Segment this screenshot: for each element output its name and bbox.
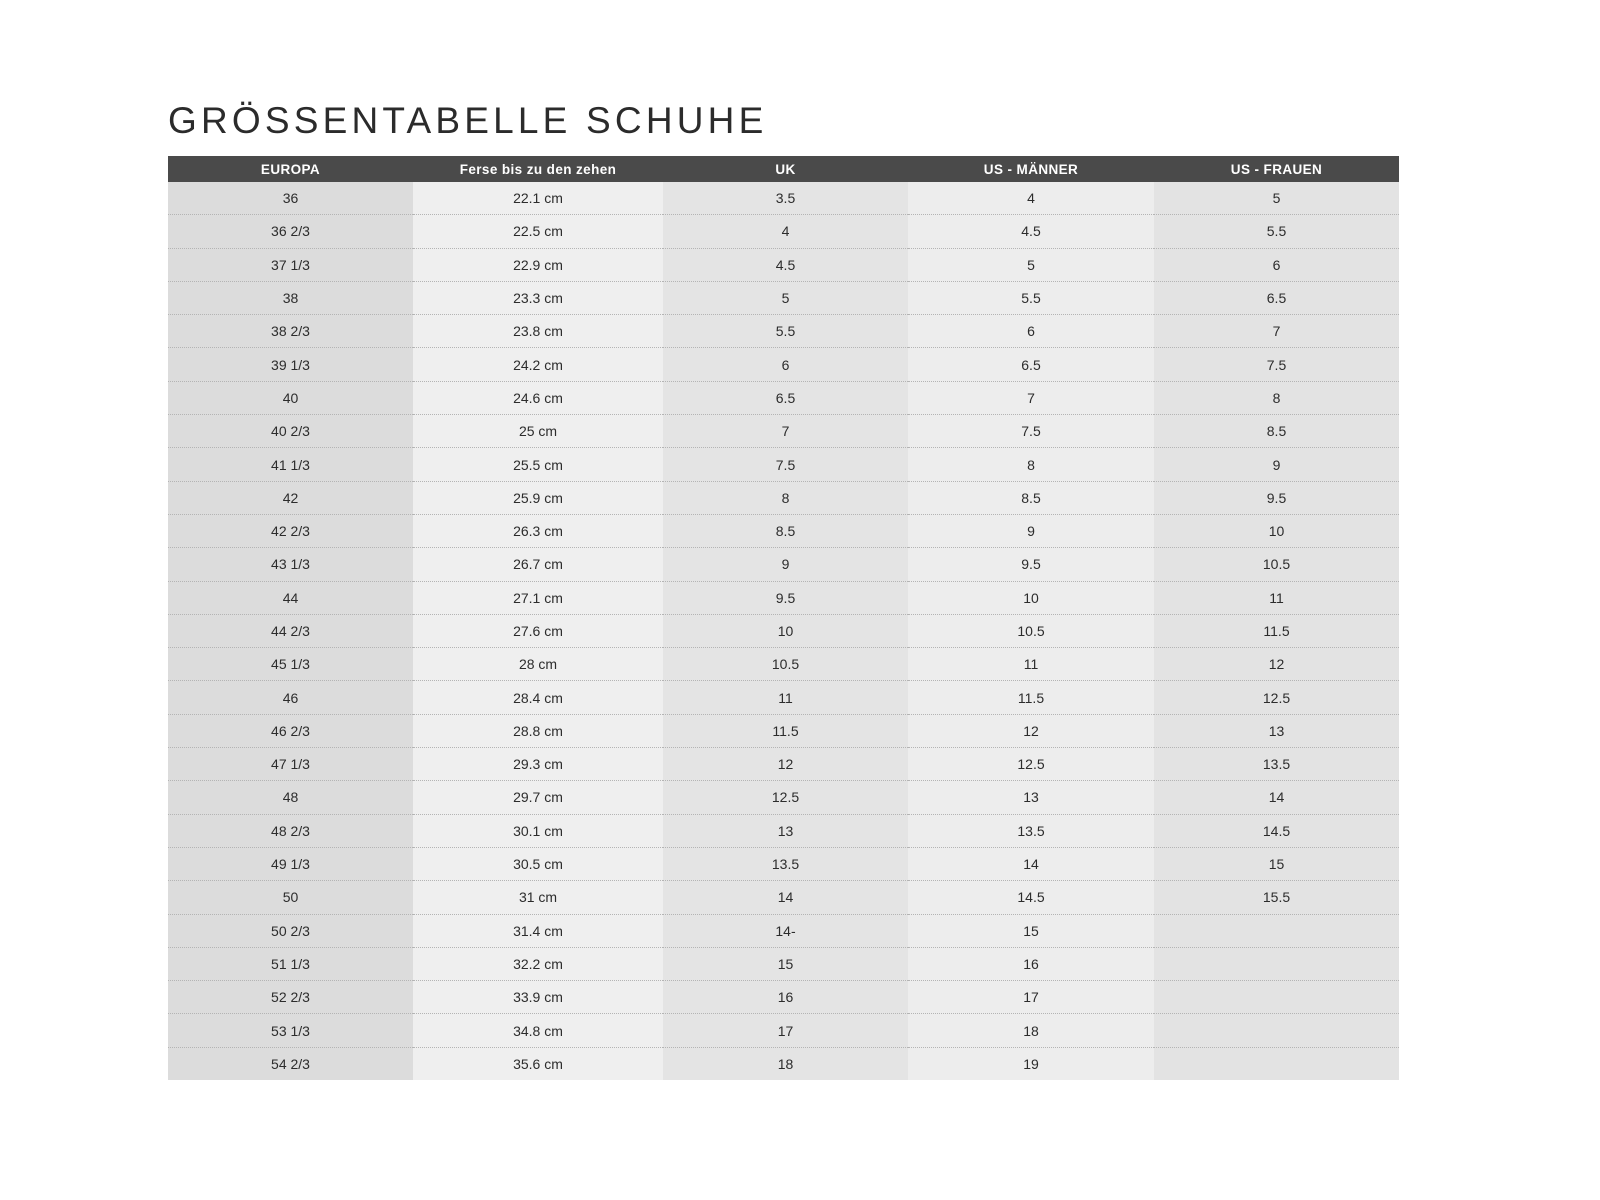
table-row xyxy=(168,182,1399,215)
table-cell: 13.5 xyxy=(663,847,908,880)
table-cell: 30.1 cm xyxy=(413,814,663,847)
table-cell: 9.5 xyxy=(1154,481,1399,514)
table-cell: 27.1 cm xyxy=(413,581,663,614)
table-cell: 48 2/3 xyxy=(168,814,413,847)
table-cell: 6.5 xyxy=(1154,281,1399,314)
table-cell: 50 2/3 xyxy=(168,914,413,947)
table-cell: 4 xyxy=(908,182,1154,215)
table-cell: 12.5 xyxy=(908,748,1154,781)
table-cell: 7 xyxy=(663,415,908,448)
table-cell: 7.5 xyxy=(663,448,908,481)
table-cell: 17 xyxy=(908,981,1154,1014)
table-cell: 52 2/3 xyxy=(168,981,413,1014)
table-cell: 41 1/3 xyxy=(168,448,413,481)
table-cell: 13.5 xyxy=(908,814,1154,847)
table-cell: 34.8 cm xyxy=(413,1014,663,1047)
table-cell: 5.5 xyxy=(1154,215,1399,248)
table-cell: 31.4 cm xyxy=(413,914,663,947)
table-cell: 7 xyxy=(908,381,1154,414)
table-cell: 6 xyxy=(908,315,1154,348)
table-row xyxy=(168,448,1399,481)
table-cell: 19 xyxy=(908,1047,1154,1080)
table-cell: 18 xyxy=(908,1014,1154,1047)
table-cell: 15.5 xyxy=(1154,881,1399,914)
table-cell: 16 xyxy=(908,947,1154,980)
table-row xyxy=(168,847,1399,880)
table-cell: 11.5 xyxy=(1154,614,1399,647)
table-cell: 9 xyxy=(663,548,908,581)
table-row xyxy=(168,348,1399,381)
table-cell: 26.3 cm xyxy=(413,514,663,547)
table-cell: 54 2/3 xyxy=(168,1047,413,1080)
table-cell: 12.5 xyxy=(663,781,908,814)
table-cell: 14- xyxy=(663,914,908,947)
table-cell: 46 2/3 xyxy=(168,714,413,747)
table-cell: 15 xyxy=(663,947,908,980)
table-cell: 10.5 xyxy=(663,648,908,681)
table-cell: 6 xyxy=(663,348,908,381)
table-cell: 18 xyxy=(663,1047,908,1080)
table-cell: 16 xyxy=(663,981,908,1014)
column-header-us-men: US - MÄNNER xyxy=(908,156,1154,182)
table-cell: 44 2/3 xyxy=(168,614,413,647)
table-row xyxy=(168,514,1399,547)
table-cell: 29.7 cm xyxy=(413,781,663,814)
table-cell: 10.5 xyxy=(908,614,1154,647)
table-cell: 11 xyxy=(1154,581,1399,614)
table-row xyxy=(168,614,1399,647)
table-cell: 10 xyxy=(663,614,908,647)
table-cell: 8.5 xyxy=(908,481,1154,514)
table-cell: 10 xyxy=(1154,514,1399,547)
table-cell: 8 xyxy=(1154,381,1399,414)
table-row xyxy=(168,781,1399,814)
table-cell: 5 xyxy=(908,248,1154,281)
table-cell: 11.5 xyxy=(663,714,908,747)
table-row xyxy=(168,748,1399,781)
table-cell: 36 2/3 xyxy=(168,215,413,248)
table-cell xyxy=(1154,947,1399,980)
table-cell: 4 xyxy=(663,215,908,248)
table-cell: 14.5 xyxy=(1154,814,1399,847)
table-cell: 25 cm xyxy=(413,415,663,448)
table-cell: 14 xyxy=(908,847,1154,880)
table-cell: 49 1/3 xyxy=(168,847,413,880)
table-cell xyxy=(1154,914,1399,947)
table-cell: 33.9 cm xyxy=(413,981,663,1014)
table-cell: 23.8 cm xyxy=(413,315,663,348)
table-cell: 40 2/3 xyxy=(168,415,413,448)
table-row xyxy=(168,1047,1399,1080)
table-cell: 40 xyxy=(168,381,413,414)
table-cell: 6.5 xyxy=(663,381,908,414)
table-row xyxy=(168,215,1399,248)
table-row xyxy=(168,681,1399,714)
column-header-europa: EUROPA xyxy=(168,156,413,182)
table-row xyxy=(168,881,1399,914)
column-header-uk: UK xyxy=(663,156,908,182)
table-cell: 9 xyxy=(1154,448,1399,481)
table-cell: 9.5 xyxy=(663,581,908,614)
table-cell: 53 1/3 xyxy=(168,1014,413,1047)
table-row xyxy=(168,814,1399,847)
table-cell: 14 xyxy=(663,881,908,914)
table-cell: 8.5 xyxy=(663,514,908,547)
table-cell: 31 cm xyxy=(413,881,663,914)
table-cell: 7.5 xyxy=(1154,348,1399,381)
shoe-size-table xyxy=(168,156,1399,1080)
table-cell: 5 xyxy=(1154,182,1399,215)
table-cell: 13.5 xyxy=(1154,748,1399,781)
table-row xyxy=(168,248,1399,281)
table-cell: 48 xyxy=(168,781,413,814)
table-cell: 10.5 xyxy=(1154,548,1399,581)
table-cell: 32.2 cm xyxy=(413,947,663,980)
table-cell: 14 xyxy=(1154,781,1399,814)
table-cell xyxy=(1154,1014,1399,1047)
table-cell: 13 xyxy=(663,814,908,847)
table-row xyxy=(168,581,1399,614)
table-cell xyxy=(1154,981,1399,1014)
table-cell: 3.5 xyxy=(663,182,908,215)
size-table-container xyxy=(168,156,1399,1080)
table-cell: 13 xyxy=(1154,714,1399,747)
table-cell: 22.1 cm xyxy=(413,182,663,215)
table-row xyxy=(168,281,1399,314)
table-cell: 42 xyxy=(168,481,413,514)
table-cell: 30.5 cm xyxy=(413,847,663,880)
table-cell: 7.5 xyxy=(908,415,1154,448)
table-cell: 24.6 cm xyxy=(413,381,663,414)
column-header-us-women: US - FRAUEN xyxy=(1154,156,1399,182)
table-cell: 28 cm xyxy=(413,648,663,681)
table-body xyxy=(168,182,1399,1080)
table-row xyxy=(168,1014,1399,1047)
table-cell: 22.9 cm xyxy=(413,248,663,281)
table-cell: 27.6 cm xyxy=(413,614,663,647)
table-row xyxy=(168,381,1399,414)
table-cell: 46 xyxy=(168,681,413,714)
table-cell: 25.9 cm xyxy=(413,481,663,514)
page-title: GRÖSSENTABELLE SCHUHE xyxy=(168,100,768,141)
table-cell: 22.5 cm xyxy=(413,215,663,248)
table-header-row xyxy=(168,156,1399,182)
table-row xyxy=(168,481,1399,514)
column-header-heel-to-toe: Ferse bis zu den zehen xyxy=(413,156,663,182)
table-cell: 8.5 xyxy=(1154,415,1399,448)
table-cell: 15 xyxy=(1154,847,1399,880)
table-cell: 25.5 cm xyxy=(413,448,663,481)
table-cell: 12 xyxy=(663,748,908,781)
table-cell: 24.2 cm xyxy=(413,348,663,381)
table-header xyxy=(168,156,1399,182)
table-cell: 4.5 xyxy=(663,248,908,281)
table-cell: 43 1/3 xyxy=(168,548,413,581)
table-cell: 5.5 xyxy=(663,315,908,348)
table-row xyxy=(168,947,1399,980)
table-cell: 11 xyxy=(908,648,1154,681)
table-cell: 28.8 cm xyxy=(413,714,663,747)
table-cell: 23.3 cm xyxy=(413,281,663,314)
table-row xyxy=(168,914,1399,947)
table-row xyxy=(168,981,1399,1014)
table-cell: 11.5 xyxy=(908,681,1154,714)
table-cell: 51 1/3 xyxy=(168,947,413,980)
table-cell: 12.5 xyxy=(1154,681,1399,714)
table-cell: 45 1/3 xyxy=(168,648,413,681)
table-row xyxy=(168,648,1399,681)
table-row xyxy=(168,548,1399,581)
table-cell: 6.5 xyxy=(908,348,1154,381)
table-cell: 38 xyxy=(168,281,413,314)
table-cell: 35.6 cm xyxy=(413,1047,663,1080)
table-cell: 7 xyxy=(1154,315,1399,348)
table-cell: 44 xyxy=(168,581,413,614)
table-cell: 8 xyxy=(663,481,908,514)
table-row xyxy=(168,714,1399,747)
table-cell: 42 2/3 xyxy=(168,514,413,547)
table-cell: 36 xyxy=(168,182,413,215)
table-row xyxy=(168,315,1399,348)
table-cell: 50 xyxy=(168,881,413,914)
table-cell: 26.7 cm xyxy=(413,548,663,581)
table-cell: 14.5 xyxy=(908,881,1154,914)
table-cell: 38 2/3 xyxy=(168,315,413,348)
table-cell: 17 xyxy=(663,1014,908,1047)
table-cell: 28.4 cm xyxy=(413,681,663,714)
table-cell: 5 xyxy=(663,281,908,314)
table-cell: 39 1/3 xyxy=(168,348,413,381)
table-cell: 9 xyxy=(908,514,1154,547)
table-cell: 5.5 xyxy=(908,281,1154,314)
table-cell: 29.3 cm xyxy=(413,748,663,781)
table-cell xyxy=(1154,1047,1399,1080)
table-cell: 8 xyxy=(908,448,1154,481)
table-cell: 47 1/3 xyxy=(168,748,413,781)
table-cell: 15 xyxy=(908,914,1154,947)
table-row xyxy=(168,415,1399,448)
table-cell: 12 xyxy=(908,714,1154,747)
table-cell: 11 xyxy=(663,681,908,714)
table-cell: 12 xyxy=(1154,648,1399,681)
table-cell: 13 xyxy=(908,781,1154,814)
table-cell: 37 1/3 xyxy=(168,248,413,281)
table-cell: 6 xyxy=(1154,248,1399,281)
table-cell: 4.5 xyxy=(908,215,1154,248)
table-cell: 10 xyxy=(908,581,1154,614)
table-cell: 9.5 xyxy=(908,548,1154,581)
